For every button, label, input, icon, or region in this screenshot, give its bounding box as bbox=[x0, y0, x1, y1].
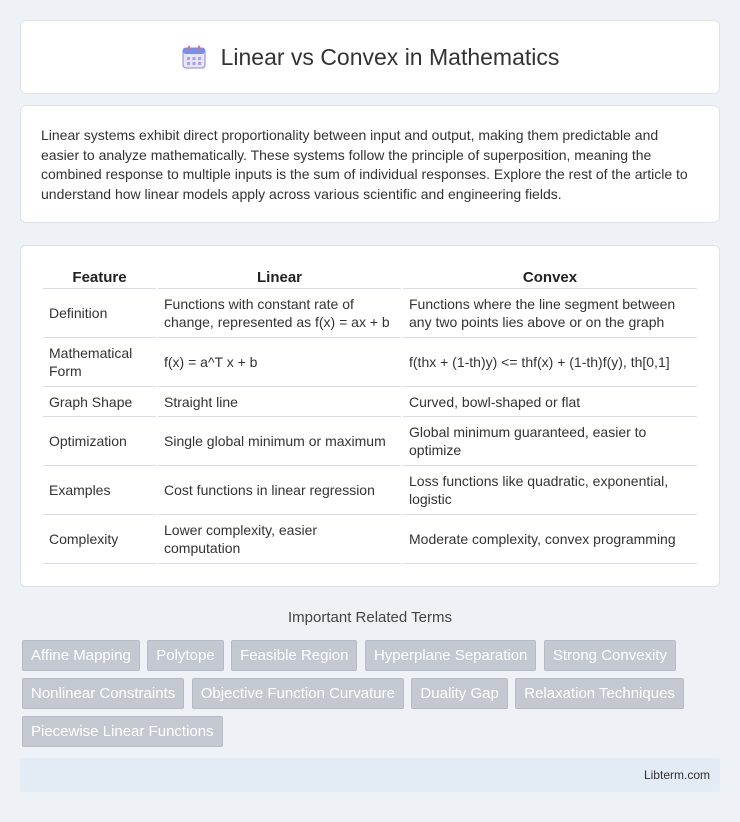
column-header-convex: Convex bbox=[403, 266, 697, 289]
tag-duality-gap[interactable]: Duality Gap bbox=[411, 678, 507, 709]
tag-polytope[interactable]: Polytope bbox=[147, 640, 223, 671]
table-row bbox=[43, 387, 697, 417]
tag-relaxation-techniques[interactable]: Relaxation Techniques bbox=[515, 678, 684, 709]
page-title: Linear vs Convex in Mathematics bbox=[220, 43, 560, 70]
related-terms-title: Important Related Terms bbox=[288, 609, 452, 626]
table-cell-linear: Straight line bbox=[158, 387, 401, 417]
table-cell-linear: Single global minimum or maximum bbox=[158, 417, 401, 466]
table-cell-linear: Lower complexity, easier computation bbox=[158, 515, 401, 564]
table-cell-convex: Global minimum guaranteed, easier to optimize bbox=[403, 417, 697, 466]
column-header-feature: Feature bbox=[43, 266, 156, 289]
table-cell-convex: Moderate complexity, convex programming bbox=[403, 515, 697, 564]
table-cell-linear: Functions with constant rate of change, represented as f(x) = ax + b bbox=[158, 289, 401, 338]
tag-piecewise-linear-functions[interactable]: Piecewise Linear Functions bbox=[22, 716, 223, 747]
table-cell-feature: Mathematical Form bbox=[43, 338, 156, 387]
table-row bbox=[43, 515, 697, 564]
table-cell-feature: Optimization bbox=[43, 417, 156, 466]
calendar-icon bbox=[181, 44, 207, 70]
table-cell-convex: Loss functions like quadratic, exponential, logistic bbox=[403, 466, 697, 515]
table-cell-convex: f(thx + (1-th)y) <= thf(x) + (1-th)f(y), th[0,1] bbox=[403, 338, 697, 387]
column-header-linear: Linear bbox=[158, 266, 401, 289]
intro-card bbox=[20, 105, 720, 223]
tag-hyperplane-separation[interactable]: Hyperplane Separation bbox=[365, 640, 536, 671]
comparison-table bbox=[41, 266, 699, 564]
tag-strong-convexity[interactable]: Strong Convexity bbox=[544, 640, 676, 671]
table-row bbox=[43, 289, 697, 338]
footer-link[interactable]: Libterm.com bbox=[643, 768, 710, 782]
table-cell-feature: Complexity bbox=[43, 515, 156, 564]
intro-text: Linear systems exhibit direct proportionality between input and output, making them predictable and easier to analyze mathematically. These systems follow the principle of superposition, meaning the combined response to multiple inputs is the sum of individual responses. Explore the rest of the article to understand how linear models apply across various scientific and engineering fields. bbox=[41, 127, 688, 202]
related-terms-list bbox=[22, 640, 722, 754]
footer bbox=[20, 758, 720, 792]
table-cell-feature: Examples bbox=[43, 466, 156, 515]
table-cell-convex: Functions where the line segment between any two points lies above or on the graph bbox=[403, 289, 697, 338]
tag-nonlinear-constraints[interactable]: Nonlinear Constraints bbox=[22, 678, 184, 709]
header-card bbox=[20, 20, 720, 94]
table-cell-feature: Graph Shape bbox=[43, 387, 156, 417]
table-header-row bbox=[43, 266, 697, 289]
table-cell-linear: Cost functions in linear regression bbox=[158, 466, 401, 515]
tag-feasible-region[interactable]: Feasible Region bbox=[231, 640, 357, 671]
table-row bbox=[43, 417, 697, 466]
table-cell-feature: Definition bbox=[43, 289, 156, 338]
table-cell-convex: Curved, bowl-shaped or flat bbox=[403, 387, 697, 417]
tag-affine-mapping[interactable]: Affine Mapping bbox=[22, 640, 140, 671]
comparison-card bbox=[20, 245, 720, 587]
table-cell-linear: f(x) = a^T x + b bbox=[158, 338, 401, 387]
table-row bbox=[43, 466, 697, 515]
tag-objective-function-curvature[interactable]: Objective Function Curvature bbox=[192, 678, 404, 709]
table-row bbox=[43, 338, 697, 387]
